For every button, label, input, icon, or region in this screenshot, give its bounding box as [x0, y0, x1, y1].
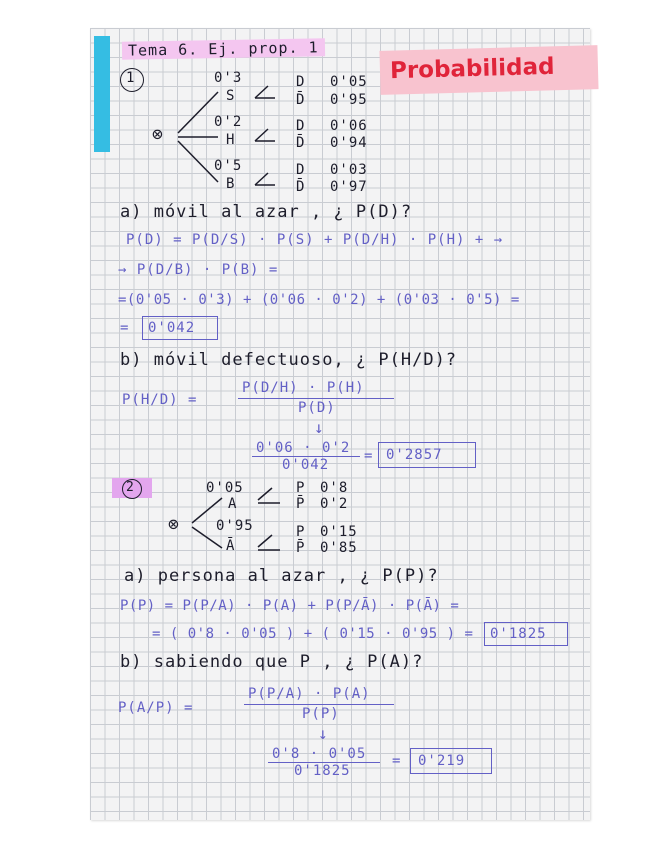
- tree-1-node: B: [226, 176, 236, 192]
- fraction-denominator: P(D): [298, 400, 336, 416]
- question-a: a) móvil al azar , ¿ P(D)?: [120, 202, 413, 222]
- tree-2-leaf: P̄: [296, 540, 306, 556]
- tree-2-branch-prob: 0'05: [206, 480, 244, 496]
- equals-sign: =: [364, 448, 374, 464]
- fraction-denominator: 0'1825: [294, 763, 351, 779]
- tree-2-root-mark: ⊗: [168, 514, 180, 535]
- tree-1-leaf-value: 0'95: [330, 92, 368, 108]
- equation-line: = ( 0'8 · 0'05 ) + ( 0'15 · 0'95 ) =: [152, 626, 474, 642]
- tree-1-branch-prob: 0'2: [214, 114, 243, 130]
- equation-line: P(P) = P(P/A) · P(A) + P(P/Ā) · P(Ā) =: [120, 598, 460, 614]
- result-value: 0'219: [418, 753, 466, 769]
- tree-2-leaf-value: 0'8: [320, 480, 349, 496]
- tree-1-leaf: D: [296, 162, 306, 178]
- tree-1-leaf: D̄: [296, 135, 306, 151]
- fraction-numerator: 0'06 · 0'2: [256, 440, 351, 456]
- tree-2-leaf: P̄: [296, 496, 306, 512]
- tree-1-branch-prob: 0'3: [214, 70, 243, 86]
- down-arrow: ↓: [314, 418, 325, 437]
- tree-1-leaf: D: [296, 74, 306, 90]
- tree-1-leaf-value: 0'97: [330, 179, 368, 195]
- equation-line: P(D) = P(D/S) · P(S) + P(D/H) · P(H) + →: [126, 232, 504, 248]
- question-b: b) sabiendo que P , ¿ P(A)?: [120, 652, 424, 672]
- tree-1-branch-prob: 0'5: [214, 158, 243, 174]
- fraction-numerator: P(D/H) · P(H): [242, 380, 365, 396]
- equation-line: =(0'05 · 0'3) + (0'06 · 0'2) + (0'03 · 0'5) =: [118, 292, 520, 308]
- question-a: a) persona al azar , ¿ P(P)?: [124, 566, 439, 586]
- tree-2-leaf: P: [296, 480, 306, 496]
- tree-1-node: S: [226, 88, 236, 104]
- equals-sign: =: [392, 753, 402, 769]
- tree-1-root-mark: ⊗: [152, 124, 164, 145]
- problem-2-number: 2: [126, 480, 135, 495]
- fraction-numerator: P(P/A) · P(A): [248, 686, 371, 702]
- tree-1-leaf: D̄: [296, 92, 306, 108]
- equation-prefix: =: [120, 320, 130, 336]
- tree-1-leaf: D: [296, 118, 306, 134]
- tree-1-leaf-value: 0'03: [330, 162, 368, 178]
- down-arrow: ↓: [318, 724, 329, 743]
- tree-2-node: A: [228, 496, 238, 512]
- fraction-denominator: 0'042: [282, 457, 330, 473]
- equation-line: → P(D/B) · P(B) =: [118, 262, 279, 278]
- tree-2-leaf-value: 0'85: [320, 540, 358, 556]
- fraction-numerator: 0'8 · 0'05: [272, 746, 367, 762]
- tree-1-leaf-value: 0'94: [330, 135, 368, 151]
- tree-2-leaf: P: [296, 524, 306, 540]
- tree-1-leaf-value: 0'05: [330, 74, 368, 90]
- fraction-denominator: P(P): [302, 706, 340, 722]
- question-b: b) móvil defectuoso, ¿ P(H/D)?: [120, 350, 458, 370]
- tree-2-branch-prob: 0'95: [216, 518, 254, 534]
- tree-2-node: Ā: [226, 538, 236, 554]
- tree-1-leaf-value: 0'06: [330, 118, 368, 134]
- tree-2-leaf-value: 0'2: [320, 496, 349, 512]
- result-value: 0'2857: [386, 447, 443, 463]
- problem-1-number: 1: [126, 70, 136, 86]
- page-title: Tema 6. Ej. prop. 1: [122, 38, 325, 60]
- result-value: 0'1825: [490, 626, 547, 642]
- tree-1-node: H: [226, 132, 236, 148]
- fraction-lhs: P(A/P) =: [118, 700, 194, 716]
- fraction-lhs: P(H/D) =: [122, 392, 198, 408]
- tree-1-leaf: D̄: [296, 179, 306, 195]
- result-value: 0'042: [148, 320, 196, 336]
- fraction-bar: [238, 398, 394, 399]
- fraction-bar: [244, 704, 394, 705]
- stamp-label: Probabilidad: [389, 53, 555, 85]
- tree-2-leaf-value: 0'15: [320, 524, 358, 540]
